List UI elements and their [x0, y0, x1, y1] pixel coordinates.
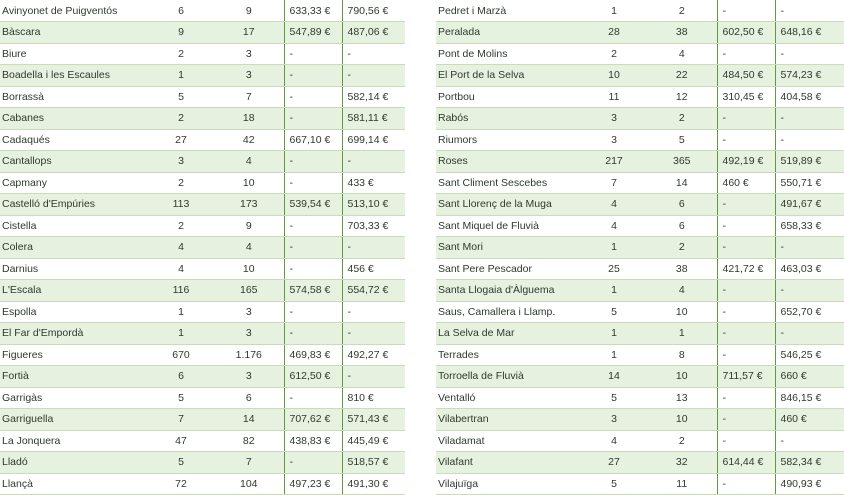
amount-a-cell: - — [717, 129, 775, 151]
table-row — [0, 387, 405, 409]
amount-b-cell: 846,15 € — [775, 387, 844, 409]
amount-b-cell: 460 € — [775, 409, 844, 431]
amount-a-cell: 469,83 € — [284, 344, 342, 366]
count-a-cell: 2 — [148, 43, 214, 65]
count-b-cell: 2 — [647, 108, 717, 130]
amount-a-cell: 484,50 € — [717, 65, 775, 87]
amount-b-cell: 660 € — [775, 366, 844, 388]
count-b-cell: 1 — [647, 323, 717, 345]
table-row — [436, 215, 844, 237]
municipality-name-cell: Pedret i Marzà — [436, 0, 581, 22]
count-a-cell: 5 — [148, 452, 214, 474]
table-row — [0, 65, 405, 87]
count-b-cell: 10 — [647, 366, 717, 388]
count-a-cell: 6 — [148, 366, 214, 388]
municipality-table-left — [0, 0, 405, 495]
count-a-cell: 1 — [581, 280, 647, 302]
count-a-cell: 113 — [148, 194, 214, 216]
amount-a-cell: - — [717, 108, 775, 130]
table-row — [0, 237, 405, 259]
count-b-cell: 3 — [214, 366, 284, 388]
table-row — [0, 280, 405, 302]
table-row — [0, 108, 405, 130]
municipality-name-cell: Cantallops — [0, 151, 148, 173]
municipality-name-cell: Sant Mori — [436, 237, 581, 259]
count-b-cell: 4 — [647, 280, 717, 302]
count-b-cell: 10 — [214, 172, 284, 194]
amount-a-cell: 711,57 € — [717, 366, 775, 388]
municipality-name-cell: Cadaqués — [0, 129, 148, 151]
amount-b-cell: 491,30 € — [342, 473, 405, 495]
table-row — [0, 129, 405, 151]
count-b-cell: 165 — [214, 280, 284, 302]
count-a-cell: 11 — [581, 86, 647, 108]
table-row — [0, 86, 405, 108]
municipality-name-cell: Torroella de Fluvià — [436, 366, 581, 388]
municipality-name-cell: Garrigàs — [0, 387, 148, 409]
count-b-cell: 4 — [647, 43, 717, 65]
count-b-cell: 5 — [647, 129, 717, 151]
table-row — [0, 301, 405, 323]
amount-a-cell: - — [284, 237, 342, 259]
table-row — [0, 323, 405, 345]
table-row — [436, 108, 844, 130]
table-row — [436, 323, 844, 345]
amount-b-cell: 492,27 € — [342, 344, 405, 366]
count-a-cell: 2 — [148, 108, 214, 130]
count-b-cell: 3 — [214, 43, 284, 65]
table-row — [436, 237, 844, 259]
amount-b-cell: - — [342, 65, 405, 87]
municipality-name-cell: Bàscara — [0, 22, 148, 44]
amount-a-cell: - — [284, 215, 342, 237]
count-a-cell: 4 — [148, 258, 214, 280]
count-a-cell: 670 — [148, 344, 214, 366]
count-a-cell: 1 — [148, 323, 214, 345]
municipality-name-cell: Pont de Molins — [436, 43, 581, 65]
table-row — [436, 387, 844, 409]
amount-a-cell: - — [717, 409, 775, 431]
amount-a-cell: - — [717, 430, 775, 452]
amount-b-cell: 703,33 € — [342, 215, 405, 237]
municipality-name-cell: Sant Llorenç de la Muga — [436, 194, 581, 216]
count-a-cell: 1 — [581, 344, 647, 366]
municipality-name-cell: Peralada — [436, 22, 581, 44]
count-b-cell: 1.176 — [214, 344, 284, 366]
municipality-name-cell: Vilafant — [436, 452, 581, 474]
count-a-cell: 5 — [581, 387, 647, 409]
count-a-cell: 2 — [581, 43, 647, 65]
amount-b-cell: 658,33 € — [775, 215, 844, 237]
count-b-cell: 38 — [647, 22, 717, 44]
amount-a-cell: - — [717, 344, 775, 366]
table-row — [436, 194, 844, 216]
amount-a-cell: - — [717, 237, 775, 259]
amount-a-cell: 497,23 € — [284, 473, 342, 495]
count-b-cell: 6 — [214, 387, 284, 409]
table-row — [0, 0, 405, 22]
amount-b-cell: 810 € — [342, 387, 405, 409]
amount-a-cell: 460 € — [717, 172, 775, 194]
amount-a-cell: - — [284, 43, 342, 65]
table-row — [0, 473, 405, 495]
amount-a-cell: - — [717, 43, 775, 65]
amount-a-cell: 539,54 € — [284, 194, 342, 216]
count-b-cell: 2 — [647, 0, 717, 22]
count-a-cell: 5 — [148, 387, 214, 409]
amount-b-cell: - — [342, 151, 405, 173]
table-row — [0, 430, 405, 452]
table-row — [0, 22, 405, 44]
count-b-cell: 10 — [214, 258, 284, 280]
amount-a-cell: 574,58 € — [284, 280, 342, 302]
count-b-cell: 3 — [214, 323, 284, 345]
amount-b-cell: 550,71 € — [775, 172, 844, 194]
amount-b-cell: 554,72 € — [342, 280, 405, 302]
count-b-cell: 9 — [214, 215, 284, 237]
count-a-cell: 27 — [581, 452, 647, 474]
table-row — [0, 409, 405, 431]
amount-b-cell: 648,16 € — [775, 22, 844, 44]
count-a-cell: 27 — [148, 129, 214, 151]
count-b-cell: 11 — [647, 473, 717, 495]
table-row — [0, 366, 405, 388]
amount-a-cell: 438,83 € — [284, 430, 342, 452]
count-a-cell: 1 — [148, 301, 214, 323]
count-b-cell: 104 — [214, 473, 284, 495]
amount-b-cell: 490,93 € — [775, 473, 844, 495]
municipality-name-cell: Biure — [0, 43, 148, 65]
amount-b-cell: 582,34 € — [775, 452, 844, 474]
table-row — [0, 151, 405, 173]
table-row — [0, 172, 405, 194]
municipality-name-cell: Garriguella — [0, 409, 148, 431]
amount-b-cell: 433 € — [342, 172, 405, 194]
count-a-cell: 4 — [581, 430, 647, 452]
municipality-name-cell: Figueres — [0, 344, 148, 366]
amount-b-cell: - — [775, 129, 844, 151]
municipality-name-cell: Roses — [436, 151, 581, 173]
table-row — [436, 151, 844, 173]
count-a-cell: 72 — [148, 473, 214, 495]
count-a-cell: 3 — [581, 129, 647, 151]
municipality-name-cell: Colera — [0, 237, 148, 259]
table-row — [436, 172, 844, 194]
amount-b-cell: 487,06 € — [342, 22, 405, 44]
count-a-cell: 1 — [581, 0, 647, 22]
amount-b-cell: - — [775, 108, 844, 130]
municipality-name-cell: El Port de la Selva — [436, 65, 581, 87]
count-a-cell: 2 — [148, 215, 214, 237]
amount-b-cell: 699,14 € — [342, 129, 405, 151]
count-a-cell: 5 — [581, 301, 647, 323]
amount-a-cell: - — [284, 86, 342, 108]
count-b-cell: 4 — [214, 151, 284, 173]
municipality-name-cell: Rabós — [436, 108, 581, 130]
municipality-table-right — [436, 0, 844, 495]
count-b-cell: 22 — [647, 65, 717, 87]
amount-b-cell: 582,14 € — [342, 86, 405, 108]
count-a-cell: 28 — [581, 22, 647, 44]
count-b-cell: 82 — [214, 430, 284, 452]
amount-a-cell: - — [717, 280, 775, 302]
table-row — [436, 366, 844, 388]
amount-a-cell: 633,33 € — [284, 0, 342, 22]
count-b-cell: 3 — [214, 301, 284, 323]
count-b-cell: 17 — [214, 22, 284, 44]
count-b-cell: 8 — [647, 344, 717, 366]
municipality-name-cell: La Selva de Mar — [436, 323, 581, 345]
amount-a-cell: 667,10 € — [284, 129, 342, 151]
count-a-cell: 25 — [581, 258, 647, 280]
municipality-name-cell: Ventalló — [436, 387, 581, 409]
count-a-cell: 47 — [148, 430, 214, 452]
count-a-cell: 4 — [581, 215, 647, 237]
count-b-cell: 12 — [647, 86, 717, 108]
count-b-cell: 2 — [647, 237, 717, 259]
municipality-name-cell: Vilabertran — [436, 409, 581, 431]
count-b-cell: 18 — [214, 108, 284, 130]
municipality-name-cell: Portbou — [436, 86, 581, 108]
municipality-name-cell: Vilajuïga — [436, 473, 581, 495]
amount-a-cell: - — [284, 151, 342, 173]
table-row — [436, 430, 844, 452]
amount-a-cell: 492,19 € — [717, 151, 775, 173]
municipality-name-cell: Sant Miquel de Fluvià — [436, 215, 581, 237]
count-a-cell: 5 — [581, 473, 647, 495]
municipality-name-cell: Terrades — [436, 344, 581, 366]
count-b-cell: 10 — [647, 301, 717, 323]
table-row — [0, 43, 405, 65]
municipality-name-cell: Espolla — [0, 301, 148, 323]
amount-a-cell: - — [284, 452, 342, 474]
count-b-cell: 9 — [214, 0, 284, 22]
municipality-name-cell: Viladamat — [436, 430, 581, 452]
amount-a-cell: 614,44 € — [717, 452, 775, 474]
amount-b-cell: - — [775, 43, 844, 65]
count-a-cell: 10 — [581, 65, 647, 87]
amount-a-cell: - — [284, 323, 342, 345]
count-b-cell: 173 — [214, 194, 284, 216]
table-row — [436, 43, 844, 65]
amount-b-cell: - — [775, 0, 844, 22]
count-b-cell: 32 — [647, 452, 717, 474]
amount-a-cell: - — [717, 323, 775, 345]
amount-b-cell: 652,70 € — [775, 301, 844, 323]
count-a-cell: 9 — [148, 22, 214, 44]
table-row — [436, 452, 844, 474]
count-b-cell: 7 — [214, 86, 284, 108]
amount-b-cell: 445,49 € — [342, 430, 405, 452]
amount-a-cell: 602,50 € — [717, 22, 775, 44]
count-a-cell: 1 — [581, 323, 647, 345]
table-row — [436, 473, 844, 495]
amount-a-cell: - — [717, 194, 775, 216]
amount-a-cell: 547,89 € — [284, 22, 342, 44]
count-a-cell: 3 — [148, 151, 214, 173]
amount-b-cell: - — [775, 237, 844, 259]
count-b-cell: 6 — [647, 215, 717, 237]
count-a-cell: 7 — [148, 409, 214, 431]
amount-b-cell: 571,43 € — [342, 409, 405, 431]
amount-b-cell: 513,10 € — [342, 194, 405, 216]
amount-a-cell: - — [717, 215, 775, 237]
municipality-name-cell: La Jonquera — [0, 430, 148, 452]
amount-b-cell: - — [342, 237, 405, 259]
amount-b-cell: - — [775, 323, 844, 345]
table-row — [436, 301, 844, 323]
count-a-cell: 4 — [581, 194, 647, 216]
amount-b-cell: 404,58 € — [775, 86, 844, 108]
amount-b-cell: 518,57 € — [342, 452, 405, 474]
amount-b-cell: 581,11 € — [342, 108, 405, 130]
count-b-cell: 4 — [214, 237, 284, 259]
amount-a-cell: - — [284, 172, 342, 194]
table-row — [0, 344, 405, 366]
table-row — [436, 0, 844, 22]
table-row — [436, 86, 844, 108]
count-b-cell: 365 — [647, 151, 717, 173]
amount-a-cell: 612,50 € — [284, 366, 342, 388]
count-b-cell: 14 — [214, 409, 284, 431]
municipality-name-cell: Boadella i les Escaules — [0, 65, 148, 87]
count-a-cell: 4 — [148, 237, 214, 259]
municipality-name-cell: Cabanes — [0, 108, 148, 130]
count-a-cell: 7 — [581, 172, 647, 194]
amount-a-cell: - — [717, 0, 775, 22]
amount-a-cell: 707,62 € — [284, 409, 342, 431]
table-row — [0, 452, 405, 474]
table-row — [436, 65, 844, 87]
amount-a-cell: 310,45 € — [717, 86, 775, 108]
amount-a-cell: - — [717, 387, 775, 409]
amount-a-cell: - — [284, 65, 342, 87]
count-a-cell: 14 — [581, 366, 647, 388]
count-b-cell: 38 — [647, 258, 717, 280]
amount-b-cell: 456 € — [342, 258, 405, 280]
table-row — [436, 344, 844, 366]
amount-a-cell: - — [284, 108, 342, 130]
amount-b-cell: 491,67 € — [775, 194, 844, 216]
amount-a-cell: - — [717, 301, 775, 323]
amount-b-cell: - — [342, 366, 405, 388]
count-a-cell: 3 — [581, 409, 647, 431]
amount-a-cell: - — [284, 387, 342, 409]
count-b-cell: 14 — [647, 172, 717, 194]
amount-a-cell: - — [284, 301, 342, 323]
municipality-name-cell: L'Escala — [0, 280, 148, 302]
amount-b-cell: 574,23 € — [775, 65, 844, 87]
amount-b-cell: - — [775, 430, 844, 452]
amount-a-cell: - — [717, 473, 775, 495]
table-row — [436, 129, 844, 151]
amount-a-cell: 421,72 € — [717, 258, 775, 280]
count-a-cell: 2 — [148, 172, 214, 194]
amount-b-cell: - — [342, 301, 405, 323]
municipality-name-cell: Saus, Camallera i Llamp. — [436, 301, 581, 323]
municipality-name-cell: Fortià — [0, 366, 148, 388]
count-b-cell: 2 — [647, 430, 717, 452]
amount-b-cell: 463,03 € — [775, 258, 844, 280]
count-a-cell: 1 — [148, 65, 214, 87]
count-b-cell: 42 — [214, 129, 284, 151]
municipality-name-cell: Lladó — [0, 452, 148, 474]
count-a-cell: 116 — [148, 280, 214, 302]
amount-b-cell: - — [775, 280, 844, 302]
count-a-cell: 217 — [581, 151, 647, 173]
count-a-cell: 1 — [581, 237, 647, 259]
municipality-name-cell: Darnius — [0, 258, 148, 280]
amount-b-cell: 790,56 € — [342, 0, 405, 22]
count-a-cell: 3 — [581, 108, 647, 130]
municipality-name-cell: Castelló d'Empúries — [0, 194, 148, 216]
count-b-cell: 7 — [214, 452, 284, 474]
table-row — [436, 22, 844, 44]
table-row — [436, 280, 844, 302]
amount-b-cell: 519,89 € — [775, 151, 844, 173]
municipality-name-cell: Avinyonet de Puigventós — [0, 0, 148, 22]
municipality-name-cell: Riumors — [436, 129, 581, 151]
count-a-cell: 6 — [148, 0, 214, 22]
municipality-name-cell: Sant Pere Pescador — [436, 258, 581, 280]
municipality-name-cell: Cistella — [0, 215, 148, 237]
amount-a-cell: - — [284, 258, 342, 280]
count-b-cell: 13 — [647, 387, 717, 409]
table-row — [0, 194, 405, 216]
amount-b-cell: - — [342, 323, 405, 345]
table-row — [0, 258, 405, 280]
municipality-name-cell: Sant Climent Sescebes — [436, 172, 581, 194]
count-b-cell: 6 — [647, 194, 717, 216]
municipality-name-cell: Llançà — [0, 473, 148, 495]
municipality-name-cell: Santa Llogaia d'Àlguema — [436, 280, 581, 302]
table-row — [436, 409, 844, 431]
count-a-cell: 5 — [148, 86, 214, 108]
table-row — [0, 215, 405, 237]
amount-b-cell: 546,25 € — [775, 344, 844, 366]
table-row — [436, 258, 844, 280]
count-b-cell: 10 — [647, 409, 717, 431]
municipality-name-cell: Borrassà — [0, 86, 148, 108]
municipality-name-cell: El Far d'Empordà — [0, 323, 148, 345]
municipality-name-cell: Capmany — [0, 172, 148, 194]
count-b-cell: 3 — [214, 65, 284, 87]
amount-b-cell: - — [342, 43, 405, 65]
